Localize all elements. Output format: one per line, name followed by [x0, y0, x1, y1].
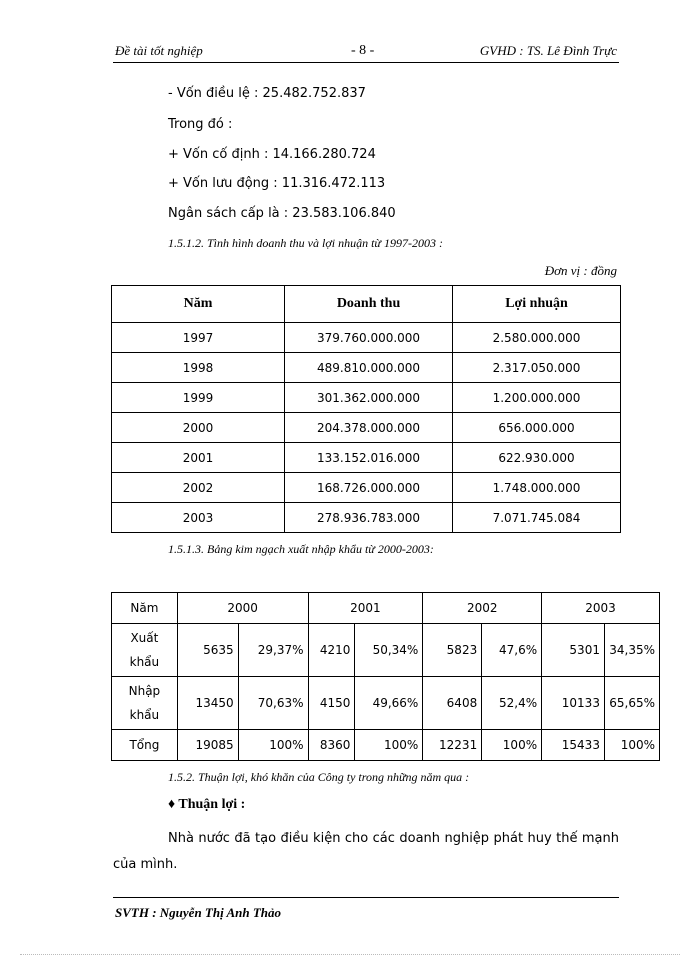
table-row-export [112, 624, 660, 677]
page-number: - 8 - [351, 43, 375, 58]
value-cell: 5823 [423, 624, 482, 677]
import-export-table [111, 592, 660, 761]
year-cell: 2000 [112, 413, 285, 443]
percent-cell: 100% [238, 730, 308, 761]
page-footer [113, 897, 619, 920]
year-cell: 2001 [112, 443, 285, 473]
table-row [112, 383, 621, 413]
advantages-section-caption: 1.5.2. Thuận lợi, khó khăn của Công ty trong những năm qua : [168, 770, 470, 784]
profit-cell: 2.580.000.000 [453, 323, 621, 353]
table-header-row [112, 286, 621, 323]
profit-cell: 7.071.745.084 [453, 503, 621, 533]
row-label-import: Nhập khẩu [112, 677, 178, 730]
value-cell: 5635 [177, 624, 238, 677]
state-budget: Ngân sách cấp là : 23.583.106.840 [168, 206, 396, 221]
col-header-revenue: Doanh thu [285, 286, 453, 323]
percent-cell: 29,37% [238, 624, 308, 677]
profit-cell: 1.748.000.000 [453, 473, 621, 503]
row-label-total: Tổng [112, 730, 178, 761]
header-advisor: GVHD : TS. Lê Đình Trực [479, 43, 617, 58]
year-cell: 2002 [112, 473, 285, 503]
col-header-year: Năm [112, 593, 178, 624]
percent-cell: 52,4% [482, 677, 542, 730]
table-row [112, 473, 621, 503]
percent-cell: 65,65% [604, 677, 659, 730]
year-2001-header: 2001 [308, 593, 423, 624]
value-cell: 19085 [177, 730, 238, 761]
charter-capital: - Vốn điều lệ : 25.482.752.837 [168, 86, 366, 101]
table-row [112, 503, 621, 533]
page-boundary-divider [20, 954, 680, 955]
import-export-caption: 1.5.1.3. Bảng kim ngạch xuất nhập khẩu từ 2000-2003: [168, 542, 434, 556]
col-header-year: Năm [112, 286, 285, 323]
profit-cell: 656.000.000 [453, 413, 621, 443]
revenue-cell: 133.152.016.000 [285, 443, 453, 473]
percent-cell: 100% [482, 730, 542, 761]
value-cell: 12231 [423, 730, 482, 761]
year-cell: 1998 [112, 353, 285, 383]
value-cell: 15433 [542, 730, 605, 761]
percent-cell: 100% [604, 730, 659, 761]
percent-cell: 47,6% [482, 624, 542, 677]
revenue-cell: 379.760.000.000 [285, 323, 453, 353]
revenue-profit-caption: 1.5.1.2. Tình hình doanh thu và lợi nhuận từ 1997-2003 : [168, 236, 443, 250]
value-cell: 5301 [542, 624, 605, 677]
header-thesis-title: Đề tài tốt nghiệp [115, 43, 203, 58]
year-2002-header: 2002 [423, 593, 542, 624]
fixed-capital: + Vốn cố định : 14.166.280.724 [168, 147, 376, 162]
table-row [112, 323, 621, 353]
table-header-row [112, 593, 660, 624]
profit-cell: 622.930.000 [453, 443, 621, 473]
percent-cell: 34,35% [604, 624, 659, 677]
table-row-total [112, 730, 660, 761]
unit-label: Đơn vị : đồng [544, 263, 617, 278]
revenue-cell: 204.378.000.000 [285, 413, 453, 443]
percent-cell: 70,63% [238, 677, 308, 730]
revenue-profit-table [111, 285, 621, 533]
year-2003-header: 2003 [542, 593, 660, 624]
year-2000-header: 2000 [177, 593, 308, 624]
year-cell: 1997 [112, 323, 285, 353]
row-label-export: Xuất khẩu [112, 624, 178, 677]
revenue-cell: 301.362.000.000 [285, 383, 453, 413]
value-cell: 8360 [308, 730, 355, 761]
of-which-label: Trong đó : [168, 117, 233, 132]
table-row [112, 443, 621, 473]
page-header [113, 40, 619, 63]
advantages-paragraph: Nhà nước đã tạo điều kiện cho các doanh nghiệp phát huy thế mạnh của mình. [113, 831, 619, 872]
student-name: SVTH : Nguyễn Thị Anh Thảo [115, 905, 282, 920]
table-row [112, 353, 621, 383]
value-cell: 13450 [177, 677, 238, 730]
percent-cell: 49,66% [355, 677, 423, 730]
year-cell: 2003 [112, 503, 285, 533]
advantages-heading: ♦ Thuận lợi : [168, 797, 246, 812]
profit-cell: 2.317.050.000 [453, 353, 621, 383]
value-cell: 6408 [423, 677, 482, 730]
year-cell: 1999 [112, 383, 285, 413]
revenue-cell: 168.726.000.000 [285, 473, 453, 503]
percent-cell: 100% [355, 730, 423, 761]
value-cell: 10133 [542, 677, 605, 730]
col-header-profit: Lợi nhuận [453, 286, 621, 323]
percent-cell: 50,34% [355, 624, 423, 677]
value-cell: 4210 [308, 624, 355, 677]
table-row-import [112, 677, 660, 730]
table-row [112, 413, 621, 443]
profit-cell: 1.200.000.000 [453, 383, 621, 413]
revenue-cell: 489.810.000.000 [285, 353, 453, 383]
working-capital: + Vốn lưu động : 11.316.472.113 [168, 176, 386, 191]
revenue-cell: 278.936.783.000 [285, 503, 453, 533]
value-cell: 4150 [308, 677, 355, 730]
